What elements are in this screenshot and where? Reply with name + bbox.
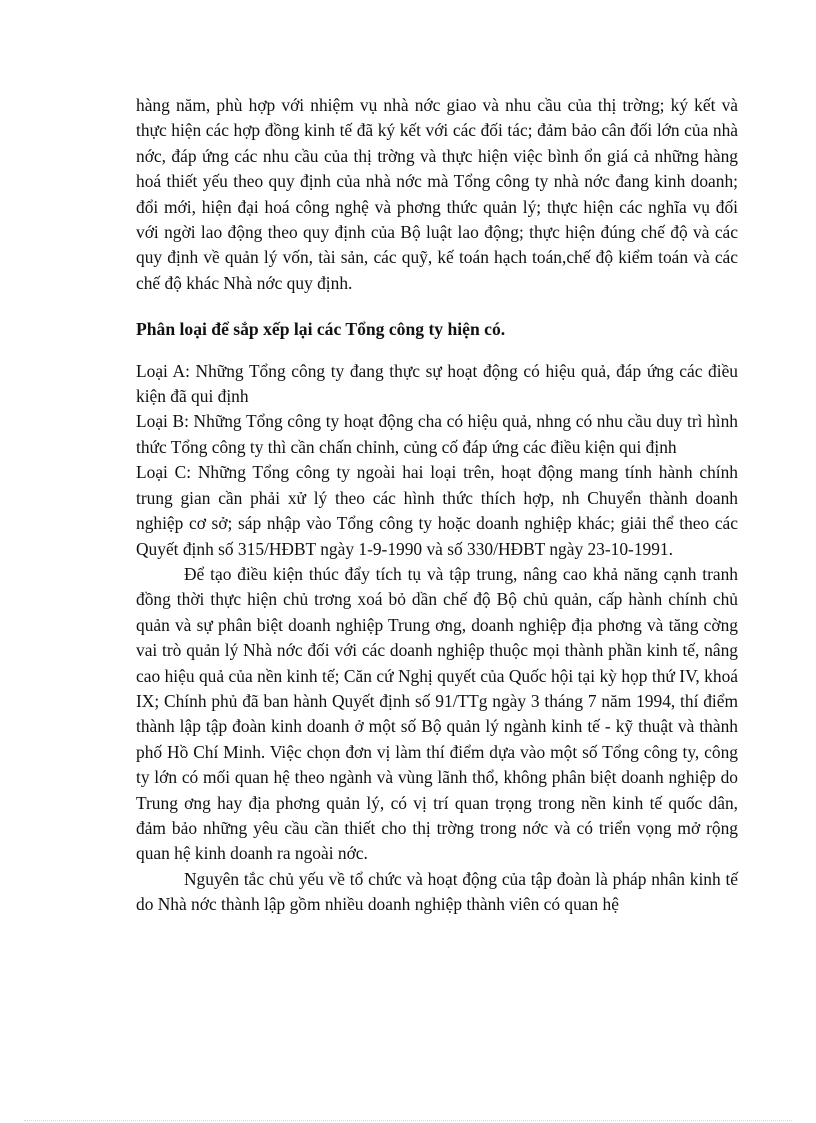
paragraph-principles: Nguyên tắc chủ yếu về tổ chức và hoạt động của tập đoàn là pháp nhân kinh tế do Nhà nớc thành lập gồm nhiều doanh nghiệp thành viên có quan hệ (136, 868, 738, 915)
page-footer-rule (24, 1120, 792, 1121)
class-a-item: Loại A: Những Tổng công ty đang thực sự hoạt động có hiệu quả, đáp ứng các điều kiện đã qui định (136, 360, 738, 407)
section-heading: Phân loại để sắp xếp lại các Tổng công ty hiện có. (136, 319, 506, 340)
class-c-item: Loại C: Những Tổng công ty ngoài hai loại trên, hoạt động mang tính hành chính trung gian cần phải xử lý theo các hình thức thích hợp, nh Chuyển thành doanh nghiệp cơ sở; sáp nhập vào Tổng công ty hoặc doanh nghiệp khác; giải thể theo các Quyết định số 315/HĐBT ngày 1-9-1990 và số 330/HĐBT ngày 23-10-1991. (136, 462, 738, 559)
paragraph-obligations: hàng năm, phù hợp với nhiệm vụ nhà nớc giao và nhu cầu của thị trờng; ký kết và thực hiện các hợp đồng kinh tế đã ký kết với các đối tác; đảm bảo cân đối lớn của nhà nớc, đáp ứng các nhu cầu của thị trờng và thực hiện việc bình ổn giá cả những hàng hoá thiết yếu theo quy định của nhà nớc mà Tổng công ty nhà nớc đang kinh doanh; đổi mới, hiện đại hoá công nghệ và phơng thức quản lý; thực hiện các nghĩa vụ đối với ngời lao động theo quy định của Bộ luật lao động; thực hiện đúng chế độ và các quy định về quản lý vốn, tài sản, các quỹ, kế toán hạch toán,chế độ kiểm toán và các chế độ khác Nhà nớc quy định. (136, 95, 738, 293)
class-b-item: Loại B: Những Tổng công ty hoạt động cha có hiệu quả, nhng có nhu cầu duy trì hình thức Tổng công ty thì cần chấn chỉnh, củng cố đáp ứng các điều kiện qui định (136, 411, 738, 457)
document-page (136, 93, 738, 918)
paragraph-pilot-groups: Để tạo điều kiện thúc đẩy tích tụ và tập trung, nâng cao khả năng cạnh tranh đồng thời thực hiện chủ trơng xoá bỏ dần chế độ Bộ chủ quản, cấp hành chính chủ quản và sự phân biệt doanh nghiệp Trung ơng, doanh nghiệp địa phơng và tăng cờng vai trò quản lý Nhà nớc đối với các doanh nghiệp thuộc mọi thành phần kinh tế, nâng cao hiệu quả của nền kinh tế; Căn cứ Nghị quyết của Quốc hội tại kỳ họp thứ IV, khoá IX; Chính phủ đã ban hành Quyết định số 91/TTg ngày 3 tháng 7 năm 1994, thí điểm thành lập tập đoàn kinh doanh ở một số Bộ quản lý ngành kinh tế - kỹ thuật và thành phố Hồ Chí Minh. Việc chọn đơn vị làm thí điểm dựa vào một số Tổng công ty, công ty lớn có mối quan hệ theo ngành và vùng lãnh thổ, không phân biệt doanh nghiệp do Trung ơng hay địa phơng quản lý, có vị trí quan trọng trong nền kinh tế quốc dân, đảm bảo những yêu cầu cần thiết cho thị trờng trong nớc và có triển vọng mở rộng quan hệ kinh doanh ra ngoài nớc. (136, 563, 738, 864)
